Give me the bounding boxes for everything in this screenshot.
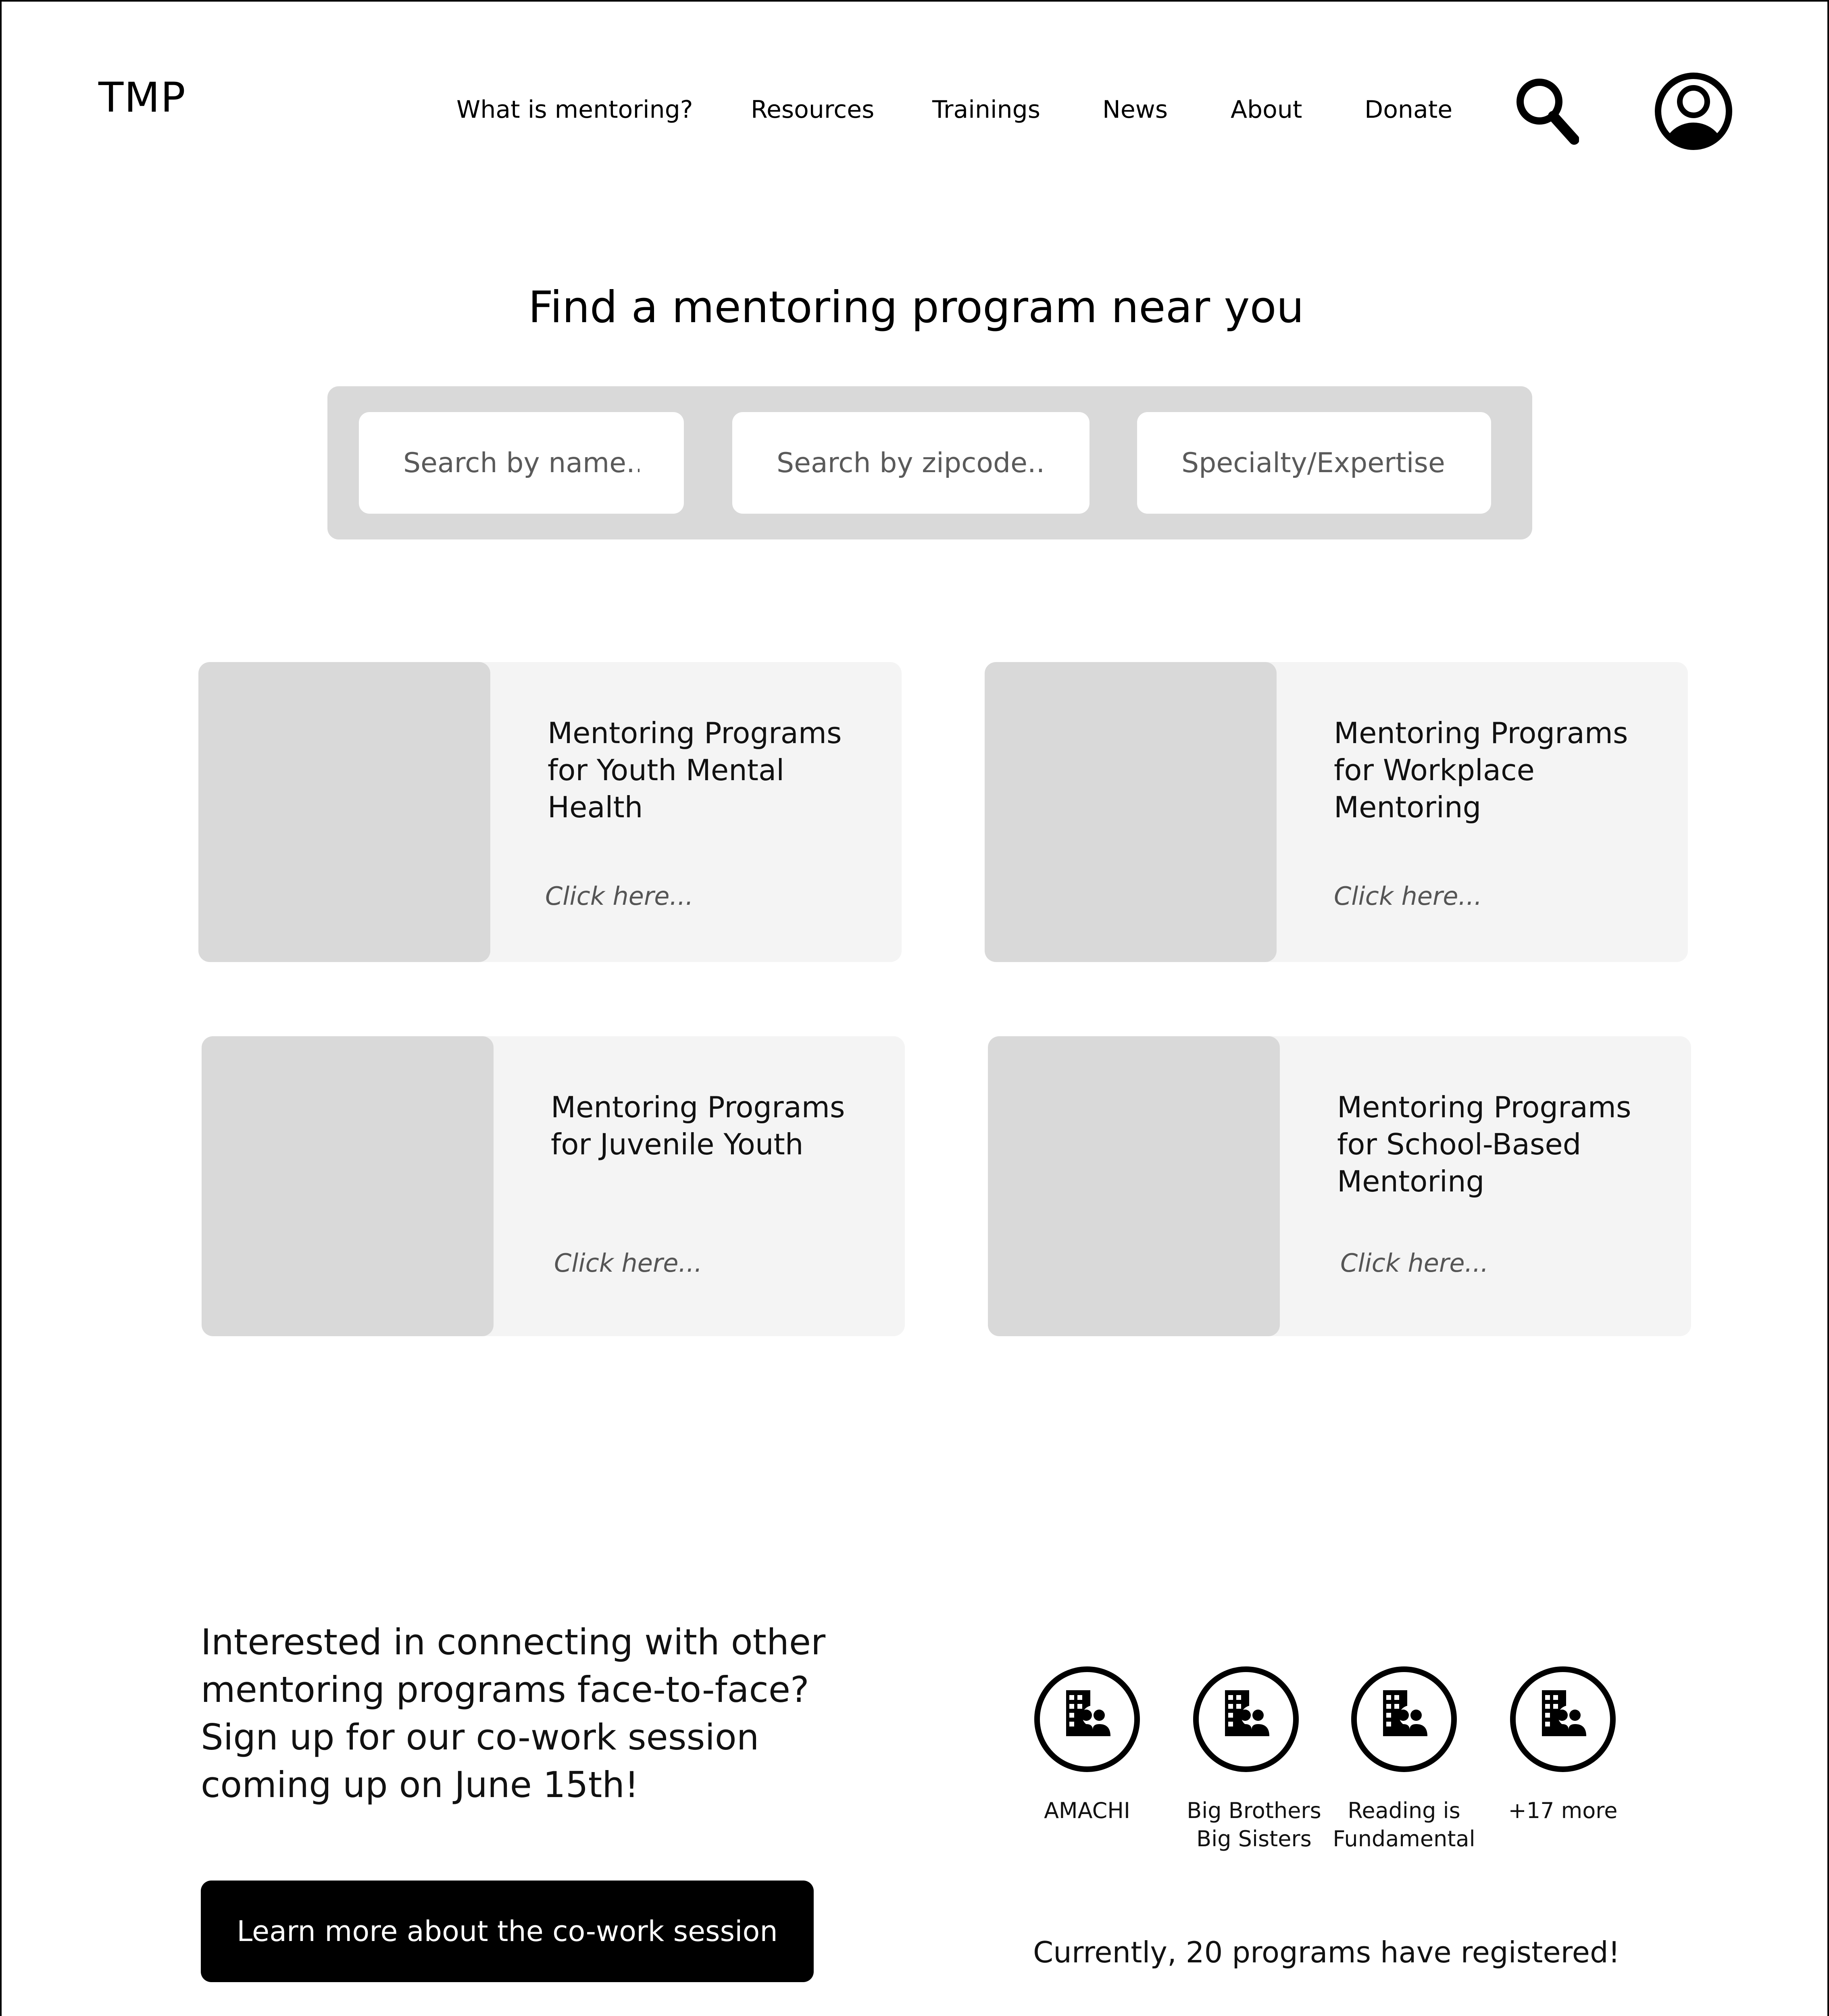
nav-donate[interactable]: Donate (1364, 96, 1453, 124)
organization-icon (1032, 1664, 1142, 1774)
learn-more-cowork-button[interactable]: Learn more about the co-work session (201, 1881, 814, 1982)
organization-icon (1508, 1664, 1618, 1774)
program-card-school-based-mentoring[interactable] (988, 1036, 1691, 1336)
org-label-big-brothers-big-sisters: Big Brothers Big Sisters (1187, 1798, 1321, 1851)
program-card-juvenile-youth[interactable] (202, 1036, 905, 1336)
nav-about[interactable]: About (1231, 96, 1302, 124)
cowork-invitation-text: Interested in connecting with other mentoring programs face-to-face? Sign up for our co-work session coming up on June 15th! (201, 1621, 826, 1806)
org-label-amachi: AMACHI (1044, 1798, 1130, 1823)
search-by-zipcode-input[interactable] (732, 412, 1089, 514)
card-link[interactable]: Click here... (1334, 881, 1482, 911)
nav-news[interactable]: News (1102, 96, 1168, 124)
org-label-reading-is-fundamental: Reading is Fundamental (1333, 1798, 1475, 1851)
search-icon[interactable] (1514, 77, 1579, 145)
nav-what-is-mentoring[interactable]: What is mentoring? (456, 96, 693, 124)
page-title: Find a mentoring program near you (528, 282, 1304, 333)
card-link[interactable]: Click here... (545, 881, 694, 911)
card-image-placeholder (198, 662, 490, 962)
registered-count-text: Currently, 20 programs have registered! (1033, 1935, 1620, 1969)
nav-resources[interactable]: Resources (751, 96, 875, 124)
specialty-expertise-input[interactable] (1137, 412, 1491, 514)
program-card-youth-mental-health[interactable] (198, 662, 902, 962)
search-panel (327, 386, 1532, 539)
card-image-placeholder (988, 1036, 1280, 1336)
search-by-name-input[interactable] (359, 412, 684, 514)
card-title: Mentoring Programs for Juvenile Youth (551, 1090, 845, 1161)
organization-icon (1349, 1664, 1459, 1774)
card-title: Mentoring Programs for Youth Mental Health (548, 716, 842, 824)
card-link[interactable]: Click here... (1340, 1248, 1489, 1278)
card-image-placeholder (202, 1036, 494, 1336)
card-link[interactable]: Click here... (554, 1248, 702, 1278)
card-title: Mentoring Programs for Workplace Mentoring (1334, 716, 1628, 824)
user-account-icon[interactable] (1653, 71, 1734, 152)
nav-trainings[interactable]: Trainings (932, 96, 1041, 124)
card-image-placeholder (985, 662, 1277, 962)
organization-icon (1191, 1664, 1301, 1774)
site-logo[interactable]: TMP (98, 74, 186, 122)
org-label-more[interactable]: +17 more (1508, 1798, 1618, 1823)
card-title: Mentoring Programs for School-Based Mentoring (1337, 1090, 1631, 1198)
program-card-workplace-mentoring[interactable] (985, 662, 1688, 962)
